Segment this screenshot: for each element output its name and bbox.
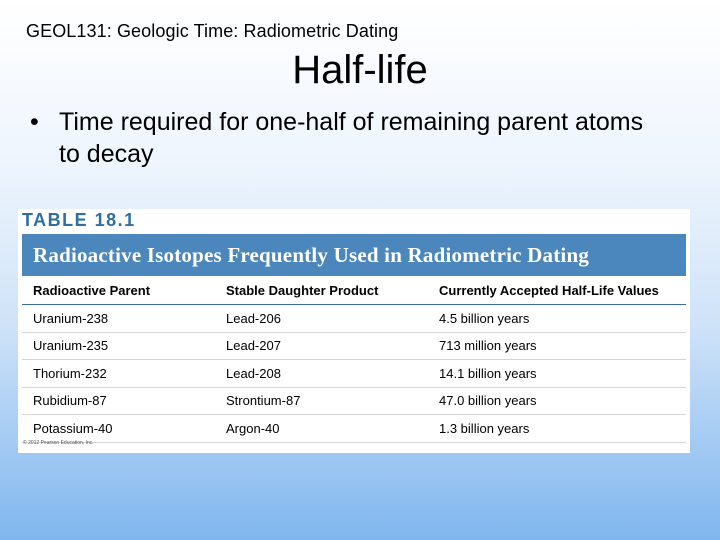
daughter-cell: Lead-208 (215, 360, 428, 388)
table-row (22, 360, 686, 388)
slide-title: Half-life (292, 48, 428, 92)
column-header-parent: Radioactive Parent (22, 276, 215, 305)
half-life-cell: 713 million years (428, 332, 686, 360)
parent-cell: Uranium-238 (22, 305, 215, 333)
daughter-cell: Argon-40 (215, 415, 428, 443)
half-life-cell: 4.5 billion years (428, 305, 686, 333)
daughter-cell: Strontium-87 (215, 387, 428, 415)
course-heading: GEOL131: Geologic Time: Radiometric Dating (26, 21, 399, 41)
table-row (22, 387, 686, 415)
parent-cell: Potassium-40 (22, 415, 215, 443)
table-row (22, 415, 686, 443)
column-header-half-life: Currently Accepted Half-Life Values (428, 276, 686, 305)
parent-cell: Thorium-232 (22, 360, 215, 388)
half-life-cell: 47.0 billion years (428, 387, 686, 415)
half-life-cell: 14.1 billion years (428, 360, 686, 388)
bullet-glyph: • (30, 108, 39, 136)
table-number: TABLE 18.1 (22, 210, 136, 230)
daughter-cell: Lead-207 (215, 332, 428, 360)
half-life-cell: 1.3 billion years (428, 415, 686, 443)
copyright-note: © 2012 Pearson Education, Inc. (23, 440, 94, 446)
table-caption: Radioactive Isotopes Frequently Used in Radiometric Dating (22, 234, 686, 276)
table-header-row (22, 276, 686, 305)
table-row (22, 332, 686, 360)
parent-cell: Rubidium-87 (22, 387, 215, 415)
bullet-item (30, 106, 670, 170)
daughter-cell: Lead-206 (215, 305, 428, 333)
column-header-daughter: Stable Daughter Product (215, 276, 428, 305)
bullet-text: Time required for one-half of remaining parent atoms to decay (59, 108, 644, 168)
parent-cell: Uranium-235 (22, 332, 215, 360)
isotope-table (22, 276, 686, 443)
textbook-table-image (18, 209, 690, 453)
table-row (22, 305, 686, 333)
